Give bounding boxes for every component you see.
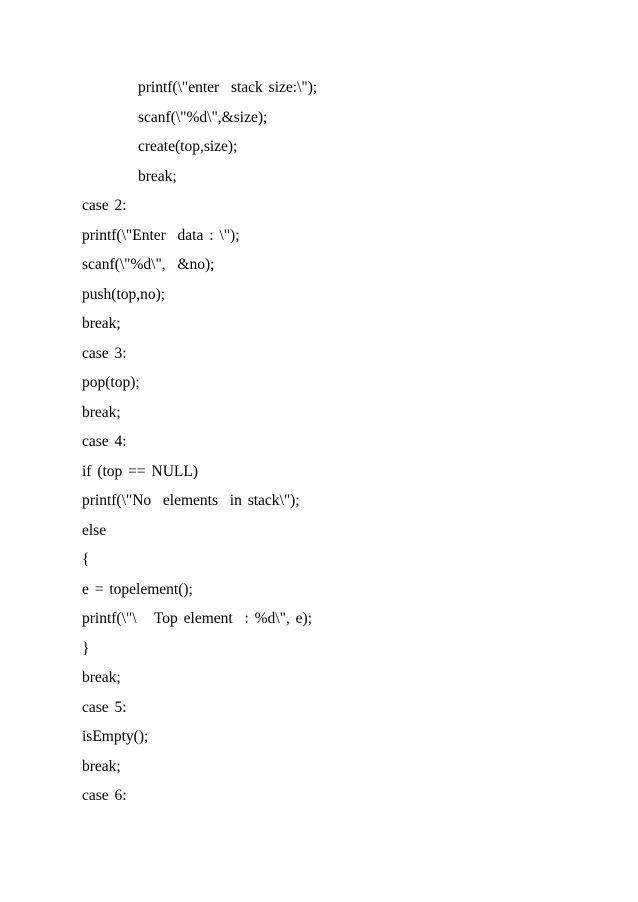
code-line: pop(top); <box>82 374 140 391</box>
code-line: break; <box>82 315 121 332</box>
code-line: isEmpty(); <box>82 728 149 745</box>
code-line: break; <box>82 403 121 421</box>
code-line: break; <box>82 757 121 775</box>
code-line: break; <box>82 669 121 686</box>
code-line: else <box>82 521 107 539</box>
code-line: case 5: <box>82 698 127 716</box>
code-line: case 4: <box>82 433 127 450</box>
code-line: } <box>82 639 90 657</box>
code-line: printf(\"Enter data : \"); <box>82 226 240 244</box>
code-line: { <box>82 551 90 568</box>
code-line: create(top,size); <box>138 138 238 155</box>
code-line: printf(\"No elements in stack\"); <box>82 492 300 509</box>
code-line: printf(\"enter stack size:\"); <box>138 79 318 96</box>
code-line: printf(\"\ Top element : %d\", e); <box>82 610 313 627</box>
code-line: break; <box>138 167 177 185</box>
code-line: scanf(\"%d\",&size); <box>138 108 268 126</box>
code-line: case 3: <box>82 344 127 362</box>
code-line: if (top == NULL) <box>82 462 199 480</box>
code-line: e = topelement(); <box>82 580 193 598</box>
code-line: push(top,no); <box>82 285 166 303</box>
code-line: case 2: <box>82 197 127 214</box>
code-listing <box>0 73 638 811</box>
code-line: scanf(\"%d\", &no); <box>82 256 215 273</box>
code-line: case 6: <box>82 787 127 804</box>
